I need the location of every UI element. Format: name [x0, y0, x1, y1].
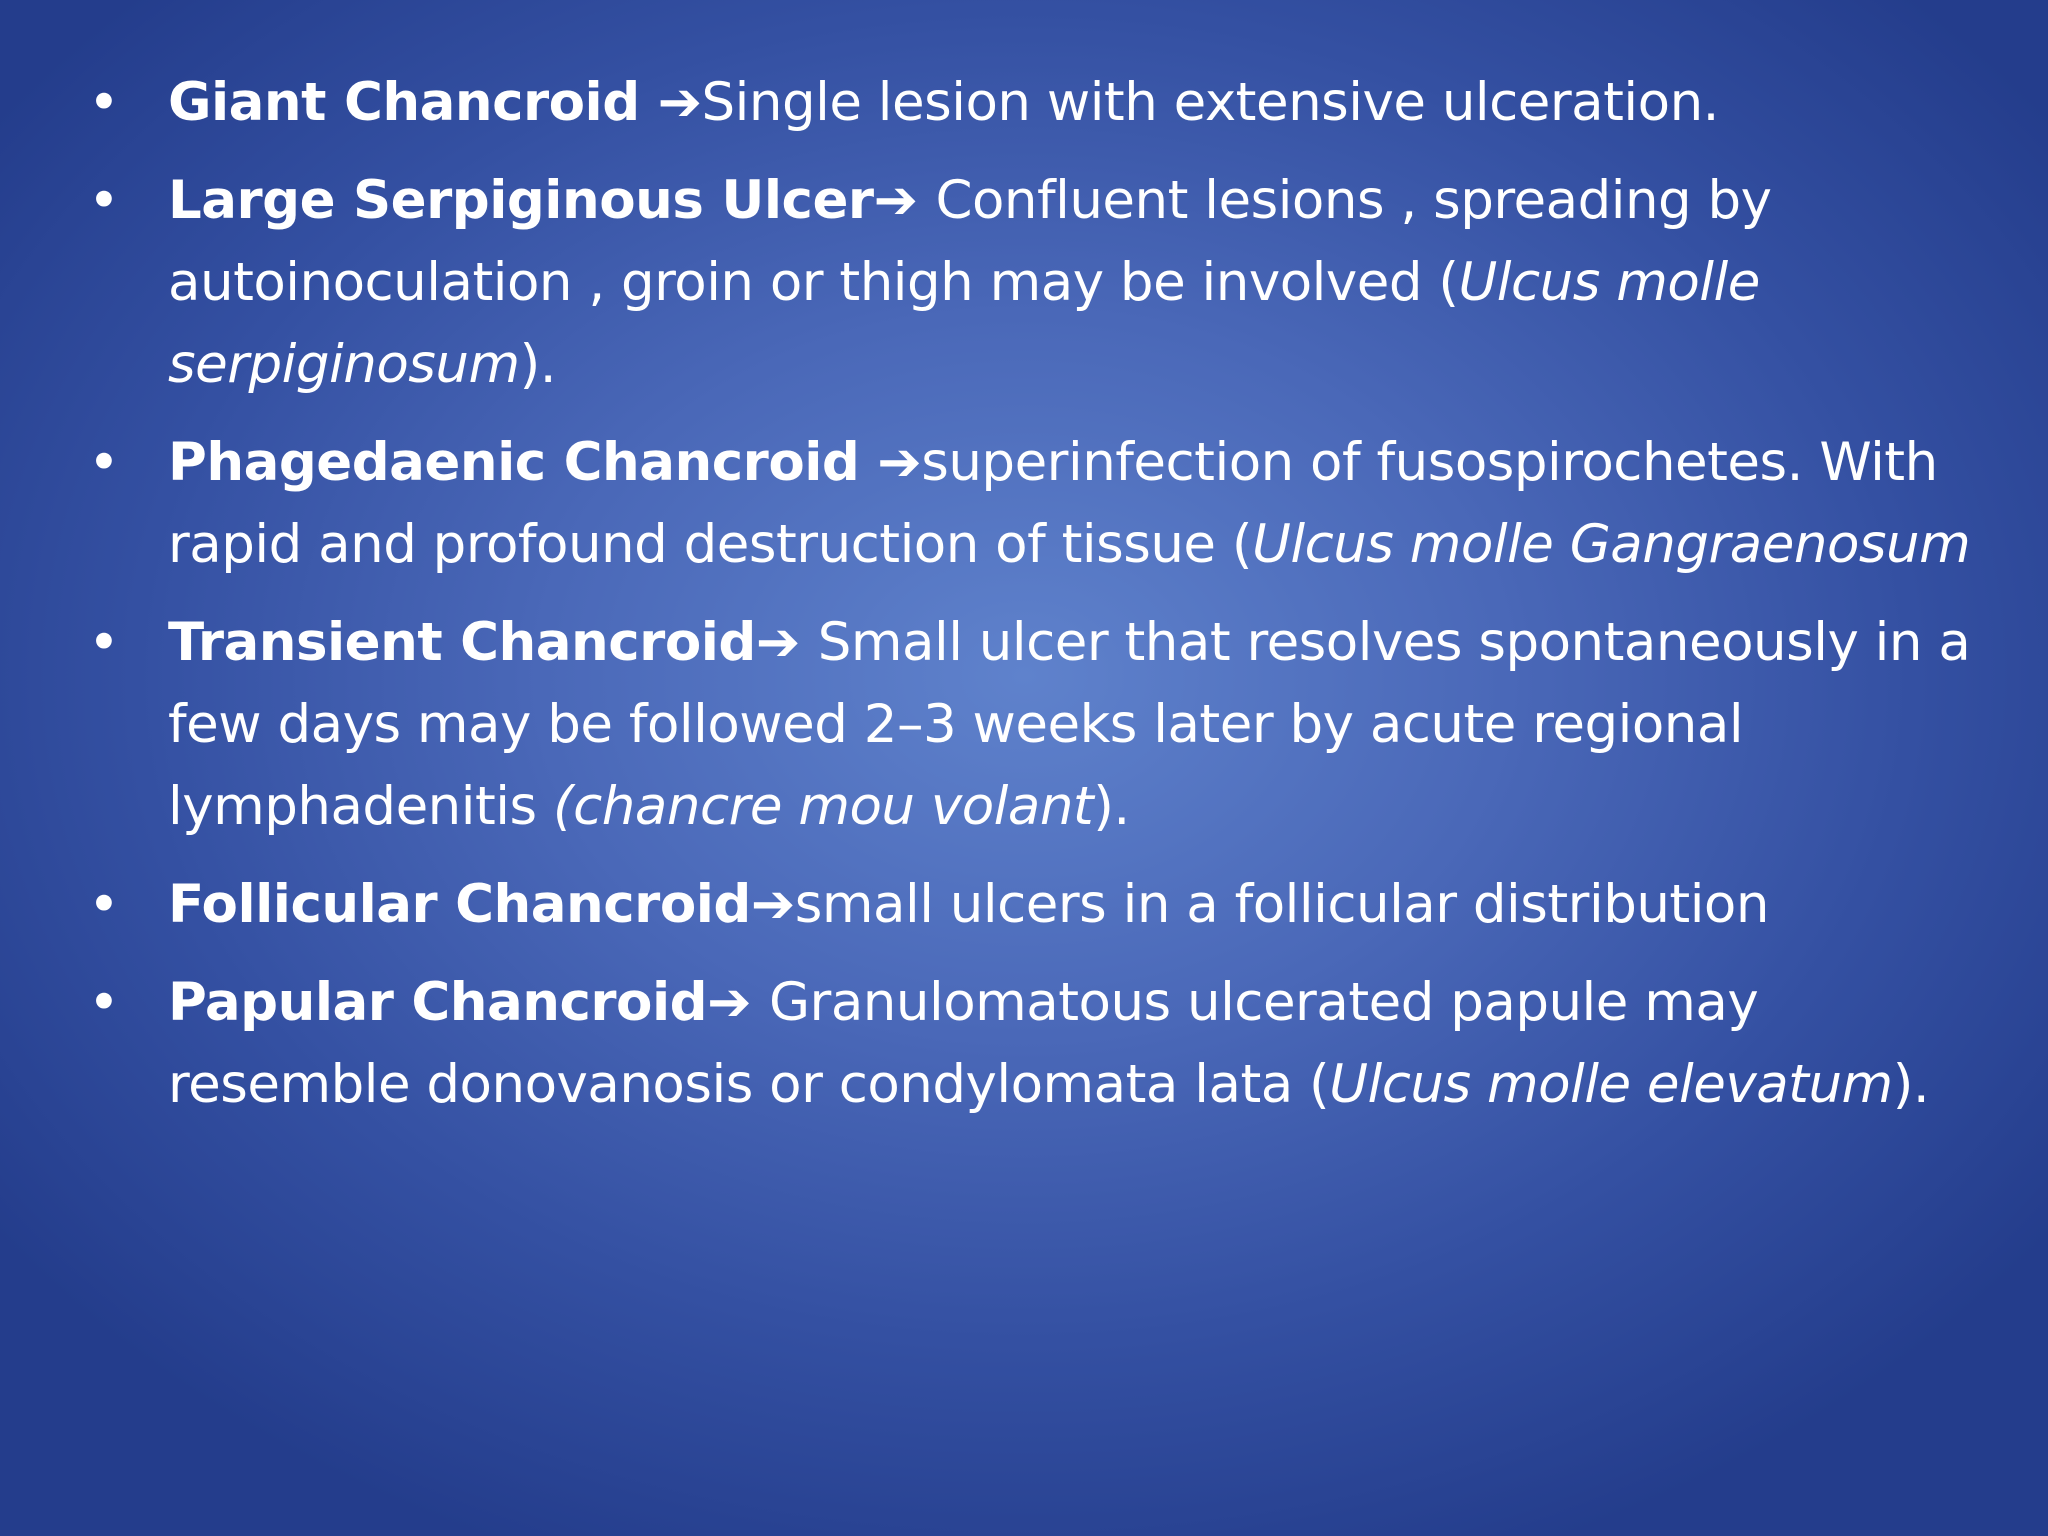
list-item-large-serpiginous-ulcer — [88, 160, 2008, 406]
latin-name: (chancre mou volant — [552, 776, 1094, 837]
bullet-icon: • — [88, 873, 120, 936]
list-item-follicular-chancroid — [88, 864, 2008, 946]
bullet-icon: • — [88, 971, 120, 1034]
description-tail: ). — [1093, 776, 1130, 837]
arrow-icon: ➔ — [750, 874, 795, 935]
list-item-papular-chancroid — [88, 962, 2008, 1126]
arrow-icon: ➔ — [877, 432, 922, 493]
description-tail: ). — [1892, 1054, 1930, 1115]
list-item-giant-chancroid — [88, 62, 2008, 144]
latin-name: Ulcus molle serpiginosum — [168, 252, 1760, 395]
list-item-transient-chancroid — [88, 602, 2008, 848]
bullet-icon: • — [88, 431, 120, 494]
term-label: Phagedaenic Chancroid — [168, 432, 878, 493]
bullet-icon: • — [88, 611, 120, 674]
term-label: Follicular Chancroid — [168, 874, 751, 935]
term-label: Large Serpiginous Ulcer — [168, 170, 874, 231]
description-tail: ). — [519, 334, 557, 395]
description-text: Granulomatous ulcerated papule may resemble donovanosis or condylomata lata ( — [168, 972, 1759, 1115]
description-text: superinfection of fusospirochetes. With rapid and profound destruction of tissue ( — [168, 432, 1938, 575]
description-text: Small ulcer that resolves spontaneously in a few days may be followed 2–3 weeks later by acute regional lymphadenitis — [168, 612, 1971, 837]
arrow-icon: ➔ — [707, 972, 769, 1033]
description-text: small ulcers in a follicular distribution — [794, 874, 1769, 935]
description-text: Single lesion with extensive ulceration. — [701, 72, 1720, 133]
list-item-phagedaenic-chancroid — [88, 422, 2008, 586]
description-text: Confluent lesions , spreading by autoinoculation , groin or thigh may be involved ( — [168, 170, 1772, 313]
latin-name: Ulcus molle elevatum — [1329, 1054, 1893, 1115]
arrow-icon: ➔ — [755, 612, 818, 673]
term-label: Transient Chancroid — [168, 612, 756, 673]
term-label: Papular Chancroid — [168, 972, 708, 1033]
bullet-icon: • — [88, 71, 120, 134]
arrow-icon: ➔ — [657, 72, 702, 133]
chancroid-types-list — [88, 62, 2008, 1142]
bullet-icon: • — [88, 169, 120, 232]
latin-name: Ulcus molle Gangraenosum — [1252, 514, 1971, 575]
term-label: Giant Chancroid — [168, 72, 658, 133]
arrow-icon: ➔ — [873, 170, 936, 231]
